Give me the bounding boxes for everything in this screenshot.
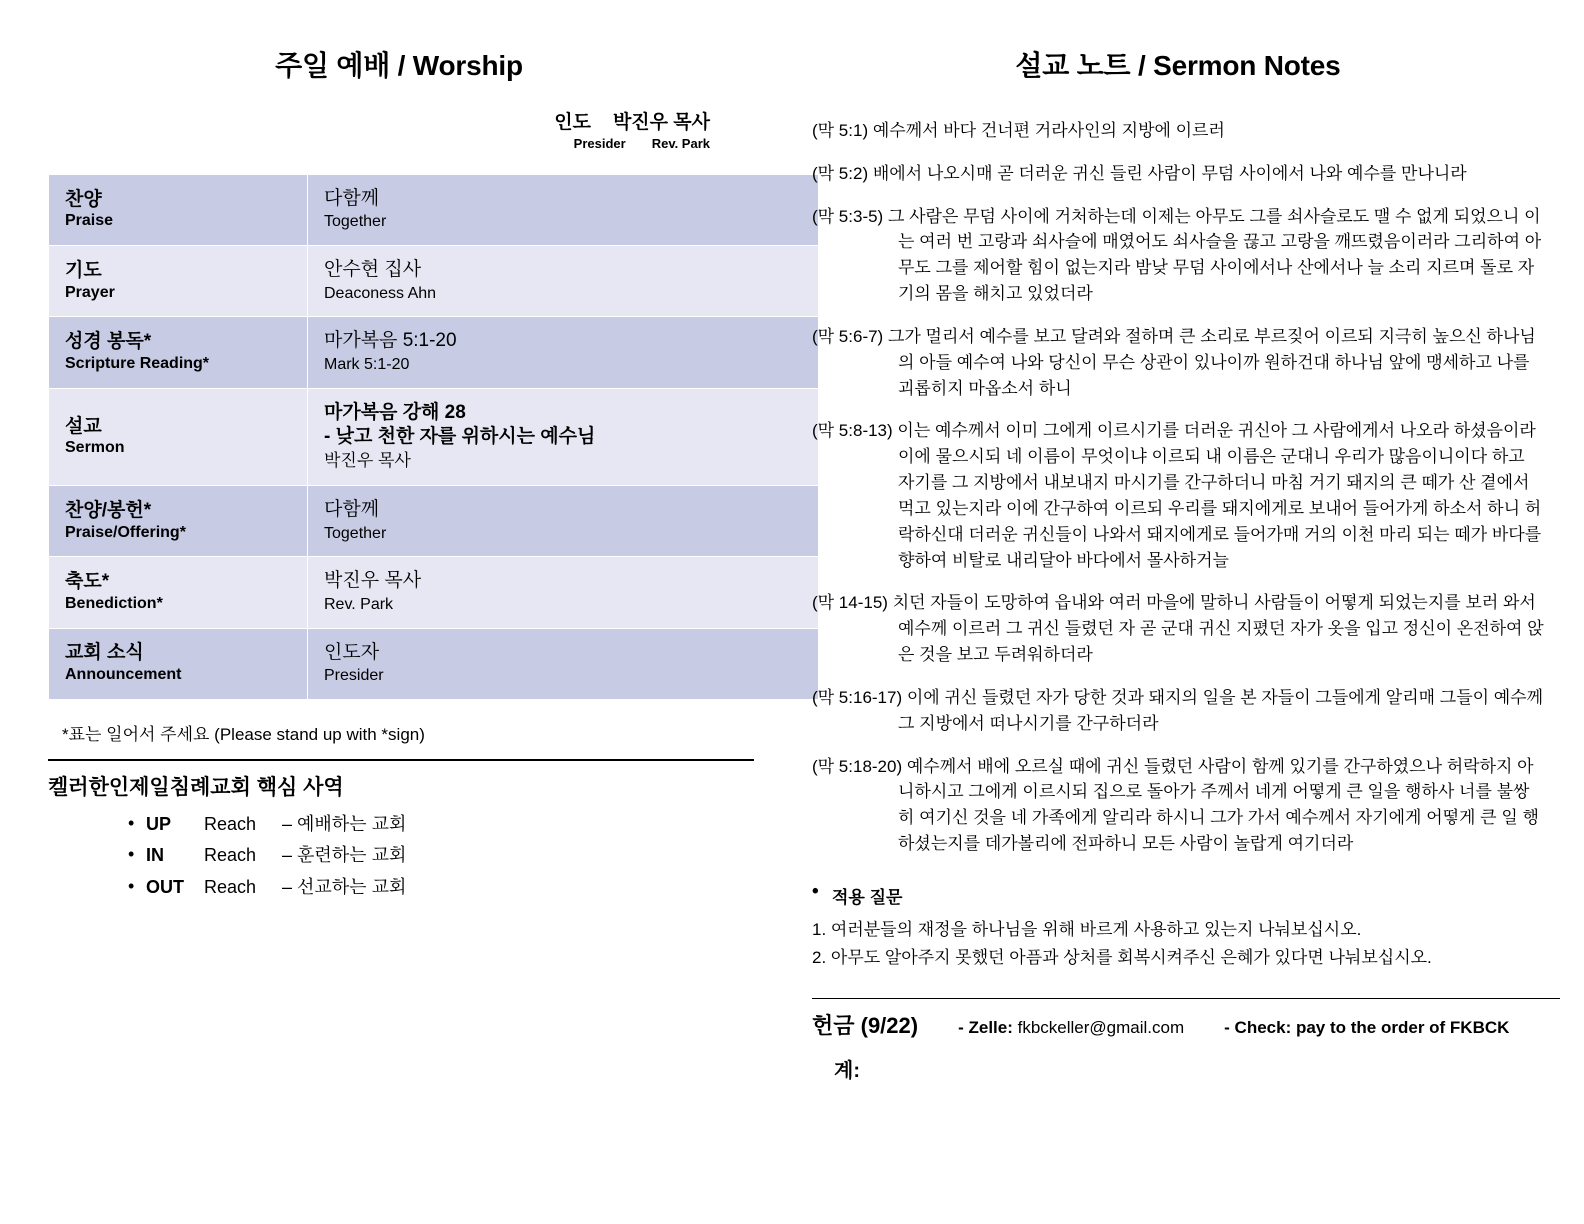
order-value-ko: 박진우 목사: [324, 570, 422, 592]
verse-reference: (막 5:18-20): [812, 756, 903, 776]
table-row: [49, 174, 819, 245]
order-label-en: Praise/Offering*: [65, 523, 186, 541]
verse-paragraph: [812, 418, 1544, 573]
offering-zelle-label: - Zelle:: [958, 1017, 1013, 1037]
order-label-ko: 찬양/봉헌*: [65, 499, 152, 521]
worship-title: 주일 예배 / Worship: [275, 50, 523, 81]
order-label-en: Benediction*: [65, 594, 163, 612]
application-heading: • 적용 질문: [812, 883, 1544, 908]
order-value-cell: [308, 388, 819, 485]
list-item: 2. 아무도 알아주지 못했던 아픔과 상처를 회복시켜주신 은혜가 있다면 나눠보십시오.: [812, 947, 1432, 967]
application-questions: [812, 916, 1544, 972]
order-value-cell: [308, 485, 819, 556]
offering-title: 헌금 (9/22): [812, 1012, 919, 1038]
verse-text: 그가 멀리서 예수를 보고 달려와 절하며 큰 소리로 부르짖어 이르되 지극히 높으신 하나님의 아들 예수여 나와 당신이 무슨 상관이 있나이까 원하건대 하나님 앞에 맹세하고 나를 괴롭히지 마옵소서 하니: [887, 326, 1536, 398]
verse-paragraph: [812, 204, 1544, 307]
order-label-cell: [49, 628, 308, 699]
sermon-notes-title: 설교 노트 / Sermon Notes: [1015, 50, 1341, 81]
list-item: [128, 840, 750, 872]
order-label-cell: [49, 317, 308, 388]
order-label-ko: 축도*: [65, 571, 110, 593]
order-value-cell: [308, 628, 819, 699]
core-reach: Reach: [204, 876, 257, 897]
core-ministry-title: 켈러한인제일침례교회 핵심 사역: [48, 775, 344, 799]
verse-reference: (막 5:6-7): [812, 326, 884, 346]
offering-divider: [812, 998, 1560, 999]
order-of-worship-table: [48, 174, 819, 700]
offering-zelle-value: fkbckeller@gmail.com: [1017, 1017, 1185, 1037]
core-key: OUT: [146, 876, 184, 897]
list-item: [128, 809, 750, 841]
order-value-ko: 안수현 집사: [324, 259, 422, 281]
presider-korean: [48, 112, 710, 134]
verse-reference: (막 5:2): [812, 163, 869, 183]
verse-text: 예수께서 배에 오르실 때에 귀신 들렸던 사람이 함께 있기를 간구하였으나 허락하지 아니하시고 그에게 이르시되 집으로 돌아가 주께서 네게 어떻게 큰 일을 행하사 너를 불쌍히 여기신 것을 네 가족에게 알리라 하시니 그가 가서 예수께서 자기에게 어떻게 큰 일 행하셨는지를 데가볼리에 전파하니 모든 사람이 놀랍게 여기더라: [898, 756, 1539, 854]
order-value-en: Presider: [324, 667, 384, 685]
order-label-en: Announcement: [65, 666, 182, 684]
order-value-en: Deaconess Ahn: [324, 284, 437, 302]
table-row: [49, 485, 819, 556]
verse-reference: (막 5:1): [812, 121, 869, 140]
sermon-notes-column: [790, 0, 1584, 1224]
order-label-cell: [49, 557, 308, 628]
verse-reference: (막 5:3-5): [812, 206, 884, 226]
offering-check: [1224, 1018, 1509, 1038]
table-row: [49, 388, 819, 485]
presider-block: [48, 112, 750, 152]
worship-column: [0, 0, 790, 1224]
core-reach: Reach: [204, 813, 257, 834]
core-desc: – 예배하는 교회: [282, 813, 407, 834]
list-item: 1. 여러분들의 재정을 하나님을 위해 바르게 사용하고 있는지 나눠보십시오.: [812, 919, 1362, 939]
order-value-ko: 인도자: [324, 641, 380, 663]
presider-english: [48, 137, 710, 152]
offering-total-label: 계:: [834, 1059, 860, 1082]
sermon-subtitle-ko: - 낮고 천한 자를 위하시는 예수님: [324, 426, 596, 448]
verse-reference: (막 5:16-17): [812, 687, 903, 707]
offering-row: [812, 1009, 1544, 1040]
table-row: [49, 317, 819, 388]
stand-up-note: *표는 일어서 주세요 (Please stand up with *sign): [62, 724, 425, 744]
verse-paragraph: [812, 161, 1544, 187]
presider-en-label: Presider: [573, 135, 626, 151]
order-value-ko: 다함께: [324, 187, 380, 209]
presider-ko-label: 인도: [554, 112, 591, 133]
core-key: IN: [146, 845, 164, 866]
presider-ko-name: 박진우 목사: [612, 112, 710, 133]
order-value-cell: [308, 246, 819, 317]
verse-text: 이에 귀신 들렸던 자가 당한 것과 돼지의 일을 본 자들이 그들에게 알리매 그들이 예수께 그 지방에서 떠나시기를 간구하더라: [898, 687, 1544, 733]
section-divider: [48, 759, 754, 761]
table-row: [49, 246, 819, 317]
order-label-en: Praise: [65, 212, 114, 230]
order-value-en: Together: [324, 213, 387, 231]
order-label-en: Scripture Reading*: [65, 354, 210, 372]
verse-paragraph: [812, 685, 1544, 737]
verse-text: 그 사람은 무덤 사이에 거처하는데 이제는 아무도 그를 쇠사슬로도 맬 수 없게 되었으니 이는 여러 번 고랑과 쇠사슬에 매였어도 쇠사슬을 끊고 고랑을 깨뜨렸음이러라 그리하여 아무도 그를 제어할 힘이 없는지라 밤낮 무덤 사이에서나 산에서나 늘 소리 지르며 돌로 자기의 몸을 해치고 있었더라: [887, 206, 1542, 304]
order-value-en: Rev. Park: [324, 595, 394, 613]
verse-reference: (막 14-15): [812, 593, 888, 613]
verse-paragraph: [812, 118, 1544, 144]
order-label-ko: 기도: [65, 259, 102, 281]
order-value-en: Together: [324, 524, 387, 542]
order-label-ko: 찬양: [65, 188, 102, 210]
verse-paragraph: [812, 754, 1544, 857]
verse-text: 배에서 나오시매 곧 더러운 귀신 들린 사람이 무덤 사이에서 나와 예수를 만나니라: [872, 163, 1467, 183]
order-label-cell: [49, 174, 308, 245]
scripture-list: [812, 118, 1544, 857]
order-value-en: Mark 5:1-20: [324, 356, 410, 374]
verse-paragraph: [812, 324, 1544, 401]
offering-check-value: pay to the order of FKBCK: [1295, 1017, 1510, 1037]
order-label-ko: 교회 소식: [65, 642, 144, 664]
order-value-cell: [308, 317, 819, 388]
verse-text: 예수께서 바다 건너편 거라사인의 지방에 이르러: [872, 121, 1225, 140]
order-label-cell: [49, 388, 308, 485]
order-label-ko: 성경 봉독*: [65, 331, 152, 353]
order-label-en: Sermon: [65, 439, 125, 457]
sermon-speaker: 박진우 목사: [324, 451, 411, 470]
order-value-ko: 마가복음 5:1-20: [324, 330, 457, 352]
core-key: UP: [146, 813, 172, 834]
table-row: [49, 628, 819, 699]
table-row: [49, 557, 819, 628]
core-desc: – 선교하는 교회: [282, 876, 407, 897]
verse-reference: (막 5:8-13): [812, 421, 893, 441]
offering-zelle: [958, 1018, 1184, 1038]
verse-text: 이는 예수께서 이미 그에게 이르시기를 더러운 귀신아 그 사람에게서 나오라 하셨음이라 이에 물으시되 네 이름이 무엇이냐 이르되 내 이름은 군대니 우리가 많음이니이다 하고 자기를 그 지방에서 내보내지 마시기를 간구하더니 마침 거기 돼지의 큰 떼가 산 곁에서 먹고 있는지라 이에 간구하여 이르되 우리를 돼지에게로 보내어 들어가게 하소서 하니 허락하신대 더러운 귀신들이 나와서 돼지에게로 들어가매 거의 이천 마리 되는 떼가 바다를 향하여 비탈로 내리달아 바다에서 몰사하거늘: [897, 421, 1542, 570]
presider-en-name: Rev. Park: [651, 135, 710, 151]
offering-check-label: - Check:: [1224, 1017, 1292, 1037]
verse-text: 치던 자들이 도망하여 읍내와 여러 마을에 말하니 사람들이 어떻게 되었는지를 보러 와서 예수께 이르러 그 귀신 들렸던 자 곧 군대 귀신 지폈던 자가 옷을 입고 정신이 온전하여 앉은 것을 보고 두려워하더라: [892, 593, 1544, 665]
order-label-en: Prayer: [65, 283, 115, 301]
order-label-cell: [49, 485, 308, 556]
order-value-cell: [308, 174, 819, 245]
order-value-ko: 다함께: [324, 498, 380, 520]
order-label-ko: 설교: [65, 415, 102, 437]
sermon-title-ko: 마가복음 강해 28: [324, 401, 466, 423]
core-reach: Reach: [204, 845, 257, 866]
core-desc: – 훈련하는 교회: [282, 845, 407, 866]
verse-paragraph: [812, 590, 1544, 667]
core-ministry-list: [48, 809, 750, 904]
list-item: [128, 872, 750, 904]
order-value-cell: [308, 557, 819, 628]
order-label-cell: [49, 246, 308, 317]
